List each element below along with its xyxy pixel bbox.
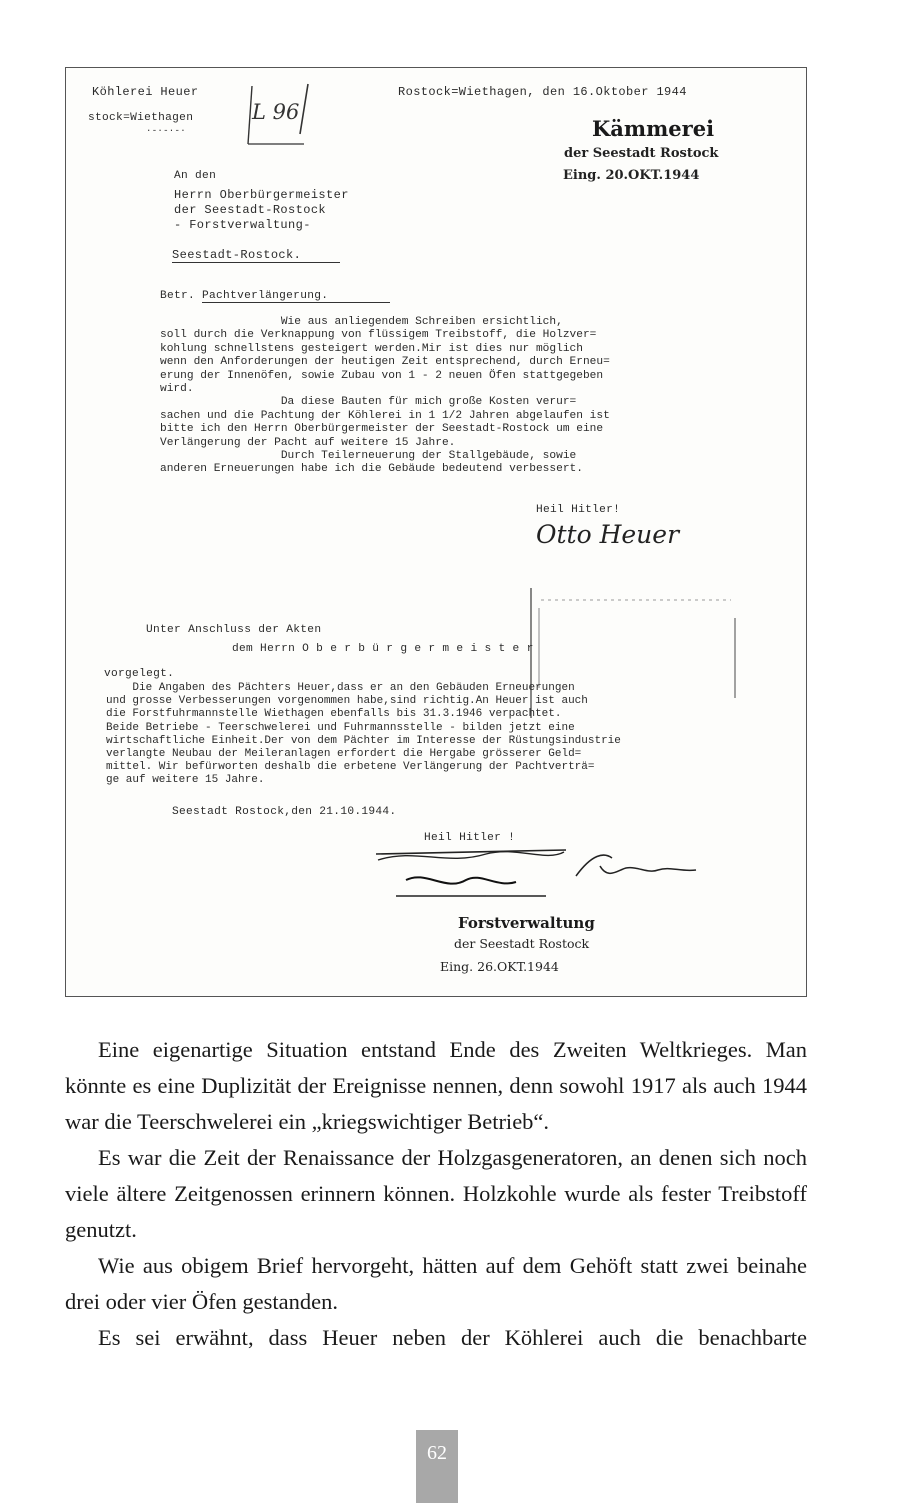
greeting: Heil Hitler! — [536, 504, 621, 516]
body-line: bitte ich den Herrn Oberbürgermeister der Seestadt-Rostock um eine — [160, 423, 604, 436]
body-line: wenn den Anforderungen der heutigen Zeit entsprechend, durch Erneu= — [160, 356, 610, 369]
recipient-line: Herrn Oberbürgermeister — [174, 188, 349, 202]
book-body-text — [65, 1032, 807, 1356]
note-line: und grosse Verbesserungen vorgenommen habe,sind richtig.An Heuer ist auch — [106, 695, 588, 708]
body-line: Durch Teilerneuerung der Stallgebäude, sowie — [160, 450, 577, 463]
note-greeting: Heil Hitler ! — [424, 832, 516, 844]
stamp-kaemmerei-subtitle: der Seestadt Rostock — [564, 146, 719, 161]
body-line: Wie aus anliegendem Schreiben ersichtlich, — [160, 316, 563, 328]
body-line: wird. — [160, 383, 194, 396]
stamp-forstverwaltung-subtitle: der Seestadt Rostock — [454, 936, 590, 951]
paragraph: Eine eigenartige Situation entstand Ende des Zweiten Weltkrieges. Man könnte es eine Duplizität der Ereignisse nennen, denn sowohl 1917 als auch 1944 war die Teerschwelerei ein „kriegswichtiger Betrieb“. — [65, 1037, 807, 1134]
recipient-line: - Forstverwaltung- — [174, 218, 311, 232]
sender-location: stock=Wiethagen — [88, 112, 194, 124]
signature-scribbles — [356, 840, 716, 910]
scanned-letter — [65, 67, 807, 997]
paragraph: Es sei erwähnt, dass Heuer neben der Köhlerei auch die benachbarte — [98, 1325, 807, 1350]
body-line: Verlängerung der Pacht auf weitere 15 Jahre. — [160, 436, 456, 449]
stamp-forstverwaltung-date: Eing. 26.OKT.1944 — [440, 959, 559, 974]
recipient-line: An den — [174, 170, 217, 182]
sender-name: Köhlerei Heuer — [92, 85, 199, 99]
letter-place-date: Rostock=Wiethagen, den 16.Oktober 1944 — [398, 85, 687, 99]
body-line: erung der Innenöfen, sowie Zubau von 1 - 2 neuen Öfen stattgegeben — [160, 369, 604, 382]
body-line: kohlung schnellstens gesteigert werden.Mir ist dies nur möglich — [160, 342, 583, 355]
body-line: soll durch die Verknappung von flüssigem Treibstoff, die Holzver= — [160, 329, 597, 342]
note-line: verlangte Neubau der Meileranlagen erfordert die Hergabe grösserer Geld= — [106, 748, 582, 761]
note-line: Die Angaben des Pächters Heuer,dass er an den Gebäuden Erneuerungen — [106, 682, 575, 694]
recipient-city: Seestadt-Rostock. — [172, 248, 340, 263]
stamp-kaemmerei-title: Kämmerei — [592, 116, 715, 141]
note-place-date: Seestadt Rostock,den 21.10.1944. — [172, 806, 397, 818]
stamp-kaemmerei-date: Eing. 20.OKT.1944 — [563, 168, 700, 183]
body-line: anderen Erneuerungen habe ich die Gebäude bedeutend verbessert. — [160, 463, 583, 476]
subject-label: Betr. — [160, 290, 196, 302]
note-line: ge auf weitere 15 Jahre. — [106, 774, 265, 787]
note-line: Beide Betriebe - Teerschwelerei und Fuhrmannsstelle - bilden jetzt eine — [106, 721, 575, 734]
body-line: Da diese Bauten für mich große Kosten verur= — [160, 396, 577, 409]
stamp-forstverwaltung-title: Forstverwaltung — [458, 914, 595, 932]
sender-decoration: ·-·-·-· — [146, 126, 186, 136]
annex-line: Unter Anschluss der Akten — [146, 624, 322, 636]
handwritten-reference: L 96 — [252, 100, 300, 124]
note-line: die Forstfuhrmannstelle Wiethagen ebenfalls bis 31.3.1946 verpachtet. — [106, 708, 562, 721]
recipient-line: der Seestadt-Rostock — [174, 203, 327, 217]
paragraph: Es war die Zeit der Renaissance der Holzgasgeneratoren, an denen sich noch viele ältere Zeitgenossen erinnern können. Holzkohle wurde als fester Treibstoff genutzt. — [65, 1145, 807, 1242]
official-note-body — [106, 682, 806, 788]
letter-body — [160, 316, 800, 477]
presented-note: vorgelegt. — [104, 668, 175, 680]
subject: Pachtverlängerung. — [202, 290, 390, 303]
page-number: 62 — [416, 1430, 458, 1503]
note-line: mittel. Wir befürworten deshalb die erbetene Verlängerung der Pachtverträ= — [106, 761, 595, 774]
annex-recipient: dem Herrn O b e r b ü r g e r m e i s t e r — [232, 643, 534, 655]
note-line: wirtschaftliche Einheit.Der von dem Pächter im Interesse der Rüstungsindustrie — [106, 734, 621, 747]
signature-heuer: Otto Heuer — [536, 520, 680, 549]
body-line: sachen und die Pachtung der Köhlerei in 1 1/2 Jahren abgelaufen ist — [160, 409, 610, 422]
paragraph: Wie aus obigem Brief hervorgeht, hätten auf dem Gehöft statt zwei beinahe drei oder vier Öfen gestanden. — [65, 1253, 807, 1314]
